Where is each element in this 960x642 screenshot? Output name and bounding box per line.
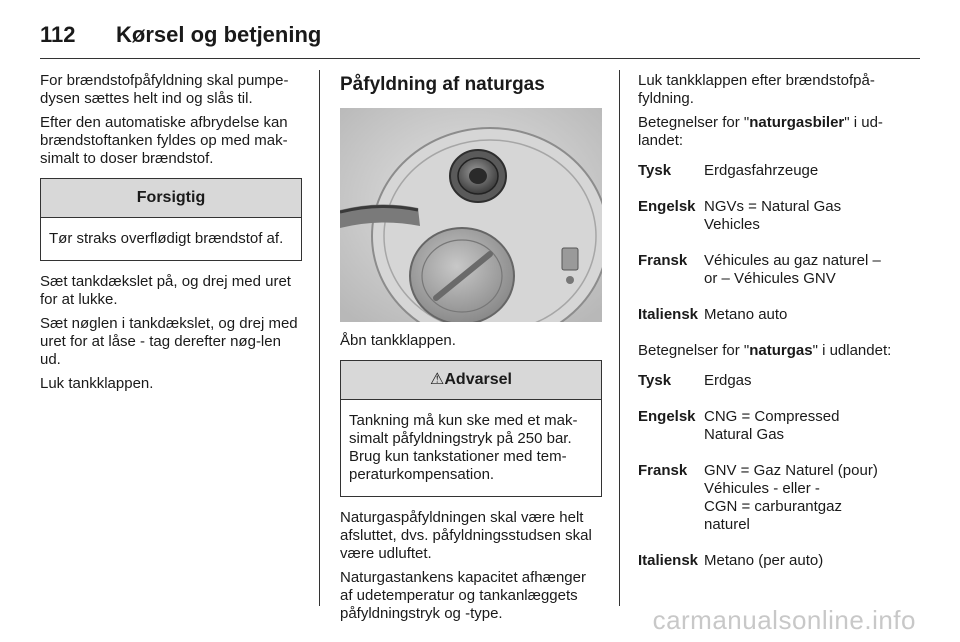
column-divider-2 <box>619 70 620 606</box>
fuel-filler-illustration <box>340 108 602 322</box>
caution-box <box>40 178 302 261</box>
column-3 <box>638 72 920 588</box>
term-language: Engelsk <box>638 198 696 215</box>
term-row <box>638 552 920 570</box>
text-span: " i udlandet: <box>812 342 892 359</box>
term-language: Engelsk <box>638 408 696 425</box>
page-number: 112 <box>40 22 76 47</box>
term-row <box>638 198 920 234</box>
term-language: Italiensk <box>638 306 699 323</box>
term-row <box>638 306 920 324</box>
caution-title: Forsigtig <box>41 179 301 218</box>
vehicle-terms-list <box>638 162 920 324</box>
term-value: GNV = Gaz Naturel (pour) Véhicules - eller - CGN = carburantgaz naturel <box>704 462 878 533</box>
term-language: Tysk <box>638 372 672 389</box>
text-span: Betegnelser for " <box>638 342 750 359</box>
term-row <box>638 252 920 288</box>
paragraph: Efter den automatiske afbrydelse kan brændstoftanken fyldes op med mak-simalt to doser brændstof. <box>40 114 288 167</box>
paragraph: Sæt tankdækslet på, og drej med uret for at lukke. <box>40 273 291 308</box>
paragraph: Naturgastankens kapacitet afhænger af udetemperatur og tankanlæggets påfyldningstryk og -type. <box>340 569 586 622</box>
term-language: Fransk <box>638 462 688 479</box>
column-divider-1 <box>319 70 320 606</box>
term-row <box>638 462 920 534</box>
paragraph: For brændstofpåfyldning skal pumpe-dysen sættes helt ind og slås til. <box>40 72 289 107</box>
vehicles-intro <box>638 114 920 150</box>
figure-caption: Åbn tankklappen. <box>340 332 456 349</box>
paragraph: Luk tankklappen. <box>40 375 154 392</box>
paragraph: Naturgaspåfyldningen skal være helt afsluttet, dvs. påfyldningsstudsen skal være udluftet. <box>340 509 592 562</box>
term-value: Metano (per auto) <box>704 552 824 569</box>
caution-text: Tør straks overflødigt brændstof af. <box>49 230 284 247</box>
warning-header <box>341 361 601 400</box>
term-value: Erdgas <box>704 372 752 389</box>
term-language: Tysk <box>638 162 672 179</box>
warning-text: Tankning må kun ske med et mak-simalt påfyldningstryk på 250 bar. Brug kun tankstationer med tem-peraturkompensation. <box>349 412 578 483</box>
page-header <box>40 14 920 56</box>
term-row <box>638 408 920 444</box>
gas-terms-list <box>638 372 920 570</box>
watermark: carmanualsonline.info <box>652 605 916 635</box>
term-value: Erdgasfahrzeuge <box>704 162 819 179</box>
header-divider <box>40 58 920 59</box>
column-2 <box>340 72 602 629</box>
term-language: Italiensk <box>638 552 699 569</box>
text-span: Betegnelser for " <box>638 114 750 131</box>
term-language: Fransk <box>638 252 688 269</box>
chapter-title: Kørsel og betjening <box>116 22 322 47</box>
text-span: " i ud-landet: <box>638 114 883 149</box>
term-highlight: naturgasbiler <box>749 114 845 131</box>
paragraph: Sæt nøglen i tankdækslet, og drej med uret for at låse - tag derefter nøg-len ud. <box>40 315 298 368</box>
fuel-filler-figure <box>340 108 602 322</box>
term-row <box>638 162 920 180</box>
term-value: CNG = Compressed Natural Gas <box>704 408 840 443</box>
term-value: Metano auto <box>704 306 788 323</box>
term-highlight: naturgas <box>749 342 813 359</box>
column-1 <box>40 72 302 399</box>
warning-triangle-icon: ⚠ <box>430 371 445 388</box>
warning-title: Advarsel <box>444 371 512 388</box>
term-value: Véhicules au gaz naturel – or – Véhicules GNV <box>704 252 881 287</box>
warning-box <box>340 360 602 497</box>
paragraph: Luk tankklappen efter brændstofpå-fyldning. <box>638 72 875 107</box>
term-value: NGVs = Natural Gas Vehicles <box>704 198 842 233</box>
term-row <box>638 372 920 390</box>
section-title: Påfyldning af naturgas <box>340 74 545 95</box>
gas-intro <box>638 342 920 360</box>
